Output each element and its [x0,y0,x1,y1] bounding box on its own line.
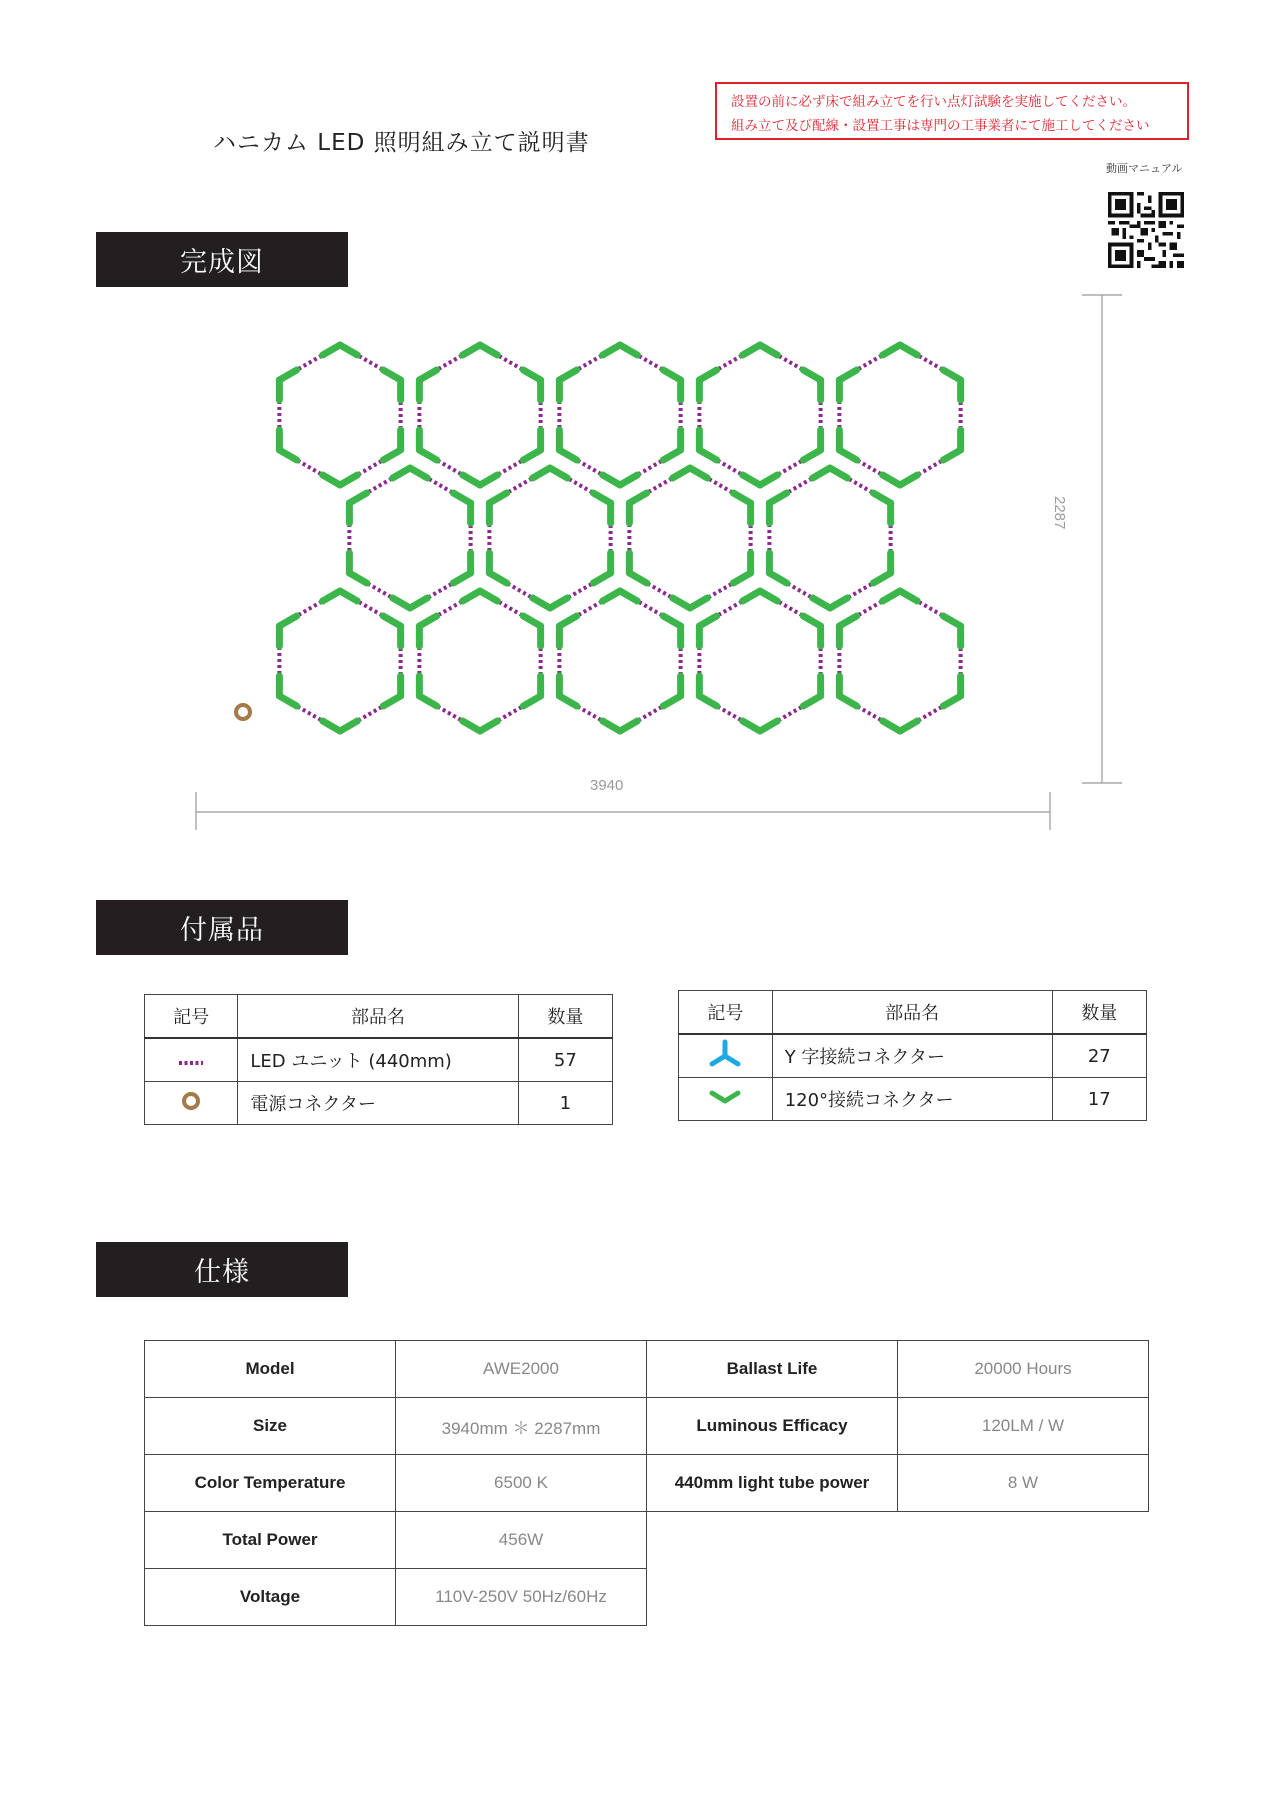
angle-connector [943,676,960,706]
led-unit-segment [858,356,881,369]
led-unit-segment [499,356,522,369]
led-unit-segment [578,602,601,615]
spec-key: Luminous Efficacy [647,1398,898,1455]
led-unit-segment [858,707,881,720]
led-unit-segment [438,356,461,369]
angle-connector [383,430,400,460]
led-unit-segment [718,602,741,615]
angle-connector [463,591,498,601]
accessories-table-right [678,990,1147,1121]
angle-connector [559,676,576,706]
led-unit-segment [639,707,662,720]
led-unit-segment [578,707,601,720]
led-unit-segment [709,584,732,597]
angle-connector [489,493,506,523]
angle-connector [533,598,568,608]
part-name: LED ユニット (440mm) [238,1038,518,1082]
angle-connector [629,553,646,583]
angle-connector [699,676,716,706]
spec-value: 6500 K [396,1455,647,1512]
angle-connector [603,475,638,485]
spec-key: 440mm light tube power [647,1455,898,1512]
led-unit-segment [779,461,802,474]
led-unit-segment [919,602,942,615]
angle-connector [699,616,716,646]
table-row [145,1569,1149,1626]
part-name: 120°接続コネクター [772,1078,1052,1121]
table-row [679,1034,1147,1078]
led-unit-segment [919,356,942,369]
angle-connector [673,468,708,478]
angle-connector [383,676,400,706]
angle-connector [279,616,296,646]
led-unit-segment [359,602,382,615]
angle-connector [523,370,540,400]
spec-value: AWE2000 [396,1341,647,1398]
angle-connector [453,553,470,583]
led-unit-segment [639,356,662,369]
spec-value: 3940mm ＊ 2287mm [396,1398,647,1455]
power-connector [236,705,250,719]
led-unit-segment [779,356,802,369]
angle-connector [813,468,848,478]
angle-connector [533,468,568,478]
angle-connector [523,430,540,460]
led-unit-segment [438,602,461,615]
angle-connector [323,721,358,731]
part-name: 電源コネクター [238,1082,518,1125]
power-connector-icon [145,1082,238,1125]
led-unit-segment [718,707,741,720]
part-qty: 57 [518,1038,612,1082]
spec-key: Voltage [145,1569,396,1626]
warning-line-2: 組み立て及び配線・設置工事は専門の工事業者にて施工してください [731,118,1150,134]
width-dimension-label: 3940 [590,777,624,794]
angle-connector [803,616,820,646]
table-row [145,1038,613,1082]
angle-connector [663,430,680,460]
angle-connector [943,430,960,460]
col-name-header: 部品名 [238,995,518,1039]
led-unit-segment [779,707,802,720]
spec-key: Total Power [145,1512,396,1569]
angle-connector [803,370,820,400]
angle-connector [559,616,576,646]
angle-connector [743,591,778,601]
angle-connector [883,591,918,601]
honeycomb-diagram [0,0,1280,840]
led-unit-segment [569,479,592,492]
part-qty: 1 [518,1082,612,1125]
angle-connector [663,676,680,706]
table-row [145,1082,613,1125]
angle-connector [603,345,638,355]
angle-connector [813,598,848,608]
spec-key: Model [145,1341,396,1398]
led-unit-segment [578,461,601,474]
led-unit-segment [298,356,321,369]
spec-key: Color Temperature [145,1455,396,1512]
qr-caption: 動画マニュアル [1106,162,1183,175]
angle-connector [839,370,856,400]
spec-key: Ballast Life [647,1341,898,1398]
angle-connector [463,475,498,485]
spec-value: 8 W [898,1455,1149,1512]
angle-connector [603,721,638,731]
angle-connector [733,553,750,583]
led-unit-segment [788,584,811,597]
angle-connector [523,676,540,706]
angle-connector [559,370,576,400]
spec-value: 120LM / W [898,1398,1149,1455]
table-row [145,1512,1149,1569]
led-unit-segment [648,479,671,492]
angle-connector [603,591,638,601]
specifications-table [144,1340,1149,1626]
angle-connector [489,553,506,583]
led-unit-segment [849,584,872,597]
led-unit-segment [359,461,382,474]
led-unit-segment [298,602,321,615]
angle-connector [733,493,750,523]
angle-connector [323,345,358,355]
angle-connector [673,598,708,608]
led-unit-segment [298,461,321,474]
led-unit-segment [569,584,592,597]
angle-connector [883,475,918,485]
spec-value: 456W [396,1512,647,1569]
col-symbol-header: 記号 [679,991,773,1035]
angle-connector-icon [679,1078,773,1121]
led-unit-segment [508,584,531,597]
accessories-table-left [144,994,613,1125]
angle-connector [943,370,960,400]
led-unit-segment [438,461,461,474]
angle-connector [383,370,400,400]
led-unit-segment [359,707,382,720]
led-unit-segment [359,356,382,369]
part-qty: 17 [1052,1078,1146,1121]
angle-connector [523,616,540,646]
angle-connector [699,370,716,400]
section-completed-drawing: 完成図 [96,232,348,287]
led-unit-segment [368,479,391,492]
angle-connector [699,430,716,460]
angle-connector [663,370,680,400]
led-unit-segment [779,602,802,615]
angle-connector [419,616,436,646]
angle-connector [743,721,778,731]
table-row [679,1078,1147,1121]
angle-connector [769,553,786,583]
spec-value: 20000 Hours [898,1341,1149,1398]
angle-connector [593,493,610,523]
table-row [145,1398,1149,1455]
led-unit-segment [499,707,522,720]
col-qty-header: 数量 [1052,991,1146,1035]
col-symbol-header: 記号 [145,995,238,1039]
angle-connector [463,345,498,355]
part-qty: 27 [1052,1034,1146,1078]
led-unit-segment [298,707,321,720]
col-name-header: 部品名 [772,991,1052,1035]
led-unit-segment [368,584,391,597]
led-unit-segment [438,707,461,720]
led-unit-segment [919,707,942,720]
led-unit-segment [858,461,881,474]
angle-connector [803,430,820,460]
led-unit-segment [919,461,942,474]
angle-connector [873,553,890,583]
angle-connector [279,370,296,400]
angle-connector [279,676,296,706]
angle-connector [873,493,890,523]
section-specifications: 仕様 [96,1242,348,1297]
led-unit-segment [499,461,522,474]
angle-connector [743,345,778,355]
section-accessories: 付属品 [96,900,348,955]
warning-line-1: 設置の前に必ず床で組み立てを行い点灯試験を実施してください。 [731,94,1136,110]
led-unit-segment [578,356,601,369]
angle-connector [839,616,856,646]
angle-connector [839,430,856,460]
document-title: ハニカム LED 照明組み立て説明書 [213,130,590,156]
led-unit-segment [858,602,881,615]
col-qty-header: 数量 [518,995,612,1039]
angle-connector [559,430,576,460]
led-unit-icon [145,1038,238,1082]
led-unit-segment [508,479,531,492]
angle-connector [663,616,680,646]
angle-connector [629,493,646,523]
height-dimension-label: 2287 [1051,496,1068,530]
angle-connector [463,721,498,731]
angle-connector [803,676,820,706]
angle-connector [349,493,366,523]
part-name: Y 字接続コネクター [772,1034,1052,1078]
led-unit-segment [639,461,662,474]
angle-connector [943,616,960,646]
led-unit-segment [639,602,662,615]
angle-connector [883,345,918,355]
led-unit-segment [788,479,811,492]
table-row [145,1455,1149,1512]
angle-connector [349,553,366,583]
angle-connector [453,493,470,523]
angle-connector [279,430,296,460]
angle-connector [393,598,428,608]
led-unit-segment [429,584,452,597]
angle-connector [593,553,610,583]
angle-connector [883,721,918,731]
led-unit-segment [718,356,741,369]
spec-key: Size [145,1398,396,1455]
angle-connector [323,475,358,485]
table-row [145,1341,1149,1398]
led-unit-segment [429,479,452,492]
spec-value: 110V-250V 50Hz/60Hz [396,1569,647,1626]
led-unit-segment [849,479,872,492]
angle-connector [743,475,778,485]
angle-connector [769,493,786,523]
angle-connector [383,616,400,646]
led-unit-segment [718,461,741,474]
angle-connector [393,468,428,478]
led-unit-segment [709,479,732,492]
angle-connector [419,430,436,460]
angle-connector [323,591,358,601]
angle-connector [419,370,436,400]
angle-connector [419,676,436,706]
angle-connector [839,676,856,706]
y-connector-icon [679,1034,773,1078]
led-unit-segment [648,584,671,597]
led-unit-segment [499,602,522,615]
